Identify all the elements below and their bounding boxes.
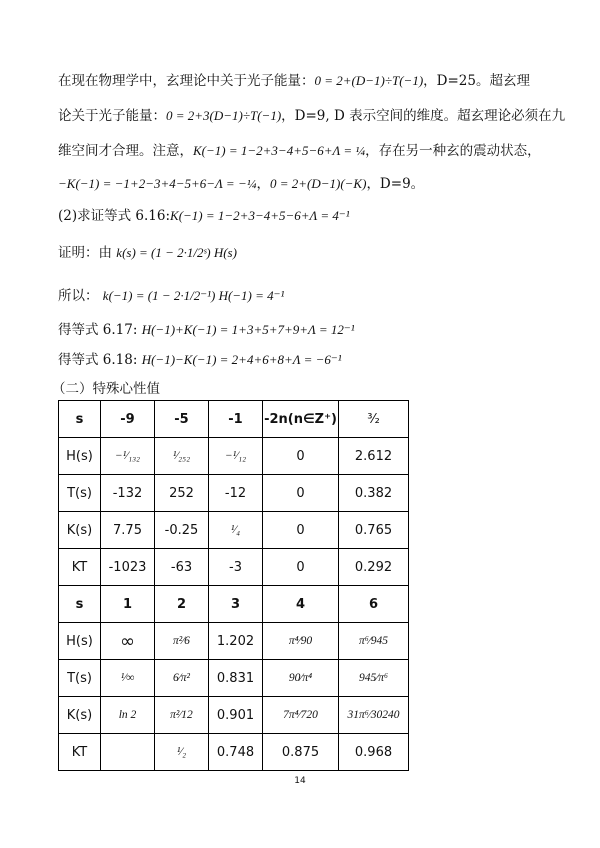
table-cell: 2.612 bbox=[339, 438, 409, 475]
p3-text: 维空间才合理。注意， bbox=[58, 143, 193, 159]
p4-equation-2: 0 = 2+(D−1)(−K) bbox=[269, 176, 367, 191]
table-cell: ¹⁄₂₅₂ bbox=[155, 438, 209, 475]
table-row bbox=[59, 549, 409, 586]
table-cell: 0.765 bbox=[339, 512, 409, 549]
table-cell: -3 bbox=[209, 549, 263, 586]
table-cell: ¹⁄∞ bbox=[101, 660, 155, 697]
table-row bbox=[59, 623, 409, 660]
table-cell: KT bbox=[59, 734, 101, 771]
p3-tail: ，存在另一种玄的震动状态， bbox=[365, 143, 541, 159]
table-row bbox=[59, 475, 409, 512]
paragraph-3 bbox=[58, 142, 560, 160]
page-number: 14 bbox=[294, 776, 306, 786]
paragraph-1 bbox=[58, 72, 560, 90]
proof-eq-4: H(−1)+K(−1) = 1+3+5+7+9+Λ = 12⁻¹ bbox=[141, 322, 355, 337]
table-cell: 90⁄π⁴ bbox=[263, 660, 339, 697]
table-row bbox=[59, 660, 409, 697]
table-row bbox=[59, 512, 409, 549]
table-cell: 3 bbox=[209, 586, 263, 623]
table-cell: 252 bbox=[155, 475, 209, 512]
table-cell: 0.831 bbox=[209, 660, 263, 697]
table-cell: K(s) bbox=[59, 697, 101, 734]
table-cell: -12 bbox=[209, 475, 263, 512]
table-cell: s bbox=[59, 401, 101, 438]
table-header-row-2 bbox=[59, 586, 409, 623]
proof-eq-3: k(−1) = (1 − 2·1/2⁻¹) H(−1) = 4⁻¹ bbox=[102, 288, 285, 303]
table-cell: 0.968 bbox=[339, 734, 409, 771]
table-cell: 7π⁴⁄720 bbox=[263, 697, 339, 734]
proof-eq-5: H(−1)−K(−1) = 2+4+6+8+Λ = −6⁻¹ bbox=[141, 352, 342, 367]
table-cell: 7.75 bbox=[101, 512, 155, 549]
table-row bbox=[59, 438, 409, 475]
proof-line-2 bbox=[58, 244, 560, 262]
table-cell: -1 bbox=[209, 401, 263, 438]
p2-tail: ，D=9, D 表示空间的维度。超玄理论必须在九 bbox=[281, 108, 566, 124]
table-cell: 0.292 bbox=[339, 549, 409, 586]
table-cell: π²⁄12 bbox=[155, 697, 209, 734]
table-cell: π²⁄6 bbox=[155, 623, 209, 660]
table-cell: ¹⁄₂ bbox=[155, 734, 209, 771]
table-cell: -5 bbox=[155, 401, 209, 438]
table-cell: 0 bbox=[263, 512, 339, 549]
proof-label-3: 所以： bbox=[58, 288, 99, 304]
table-cell: 2 bbox=[155, 586, 209, 623]
table-cell: 4 bbox=[263, 586, 339, 623]
table-cell: 0.382 bbox=[339, 475, 409, 512]
table-cell: 0.901 bbox=[209, 697, 263, 734]
proof-label-1: (2)求证等式 6.16: bbox=[58, 208, 171, 224]
paragraph-4: −K(−1) = −1+2−3+4−5+6−Λ = −¼，0 = 2+(D−1)(−K)，D=9。 bbox=[58, 176, 425, 192]
proof-eq-1: K(−1) = 1−2+3−4+5−6+Λ = 4⁻¹ bbox=[170, 208, 350, 223]
proof-line-1 bbox=[58, 207, 560, 225]
table-cell: 0 bbox=[263, 549, 339, 586]
p2-text: 论关于光子能量： bbox=[58, 108, 166, 124]
table-cell: -0.25 bbox=[155, 512, 209, 549]
table-cell: −¹⁄₁₂ bbox=[209, 438, 263, 475]
p2-equation: 0 = 2+3(D−1)÷T(−1) bbox=[166, 108, 282, 123]
table-cell: ln 2 bbox=[101, 697, 155, 734]
table-cell: -63 bbox=[155, 549, 209, 586]
table-cell: -1023 bbox=[101, 549, 155, 586]
table-cell: KT bbox=[59, 549, 101, 586]
table-cell bbox=[101, 734, 155, 771]
table-cell: −¹⁄₁₃₂ bbox=[101, 438, 155, 475]
table-row bbox=[59, 697, 409, 734]
table-cell: 0.748 bbox=[209, 734, 263, 771]
table-cell: -2n(n∈Z⁺) bbox=[263, 401, 339, 438]
table-cell: 1 bbox=[101, 586, 155, 623]
table-cell: -9 bbox=[101, 401, 155, 438]
table-cell: s bbox=[59, 586, 101, 623]
p1-equation: 0 = 2+(D−1)÷T(−1) bbox=[314, 73, 424, 88]
table-cell: ¹⁄₄ bbox=[209, 512, 263, 549]
table-cell: 1.202 bbox=[209, 623, 263, 660]
table-cell: 6 bbox=[339, 586, 409, 623]
table-header-row-1 bbox=[59, 401, 409, 438]
proof-eq-2: k(s) = (1 − 2·1/2ˢ) H(s) bbox=[116, 245, 237, 260]
table-cell: 0.875 bbox=[263, 734, 339, 771]
table-cell: ³⁄₂ bbox=[339, 401, 409, 438]
p1-text: 在现在物理学中，玄理论中关于光子能量： bbox=[58, 73, 315, 89]
p3-equation: K(−1) = 1−2+3−4+5−6+Λ = ¼ bbox=[193, 143, 366, 158]
section-title: （二）特殊心性值 bbox=[52, 381, 160, 397]
p1-tail: ，D=25。超玄理 bbox=[423, 73, 530, 89]
paragraph-2 bbox=[58, 107, 566, 125]
p4-tail: ，D=9。 bbox=[366, 176, 425, 192]
p4-equation: −K(−1) = −1+2−3+4−5+6−Λ = −¼ bbox=[58, 176, 257, 191]
proof-label-5: 得等式 6.18: bbox=[58, 352, 138, 368]
table-cell: 0 bbox=[263, 475, 339, 512]
table-cell: H(s) bbox=[59, 623, 101, 660]
table-cell: -132 bbox=[101, 475, 155, 512]
table-cell: K(s) bbox=[59, 512, 101, 549]
proof-line-3 bbox=[58, 287, 560, 305]
table-cell: 31π⁶⁄30240 bbox=[339, 697, 409, 734]
table-cell: π⁶⁄945 bbox=[339, 623, 409, 660]
proof-line-4 bbox=[58, 321, 560, 339]
table-cell: π⁴⁄90 bbox=[263, 623, 339, 660]
table-cell: T(s) bbox=[59, 660, 101, 697]
table-cell: 945⁄π⁶ bbox=[339, 660, 409, 697]
proof-label-4: 得等式 6.17: bbox=[58, 322, 138, 338]
table-cell: 6⁄π² bbox=[155, 660, 209, 697]
table-cell: T(s) bbox=[59, 475, 101, 512]
special-values-table bbox=[58, 400, 409, 771]
proof-line-5 bbox=[58, 351, 560, 369]
table-cell: ∞ bbox=[101, 623, 155, 660]
proof-label-2: 证明：由 bbox=[58, 245, 112, 261]
table-cell: H(s) bbox=[59, 438, 101, 475]
table-row bbox=[59, 734, 409, 771]
table-cell: 0 bbox=[263, 438, 339, 475]
